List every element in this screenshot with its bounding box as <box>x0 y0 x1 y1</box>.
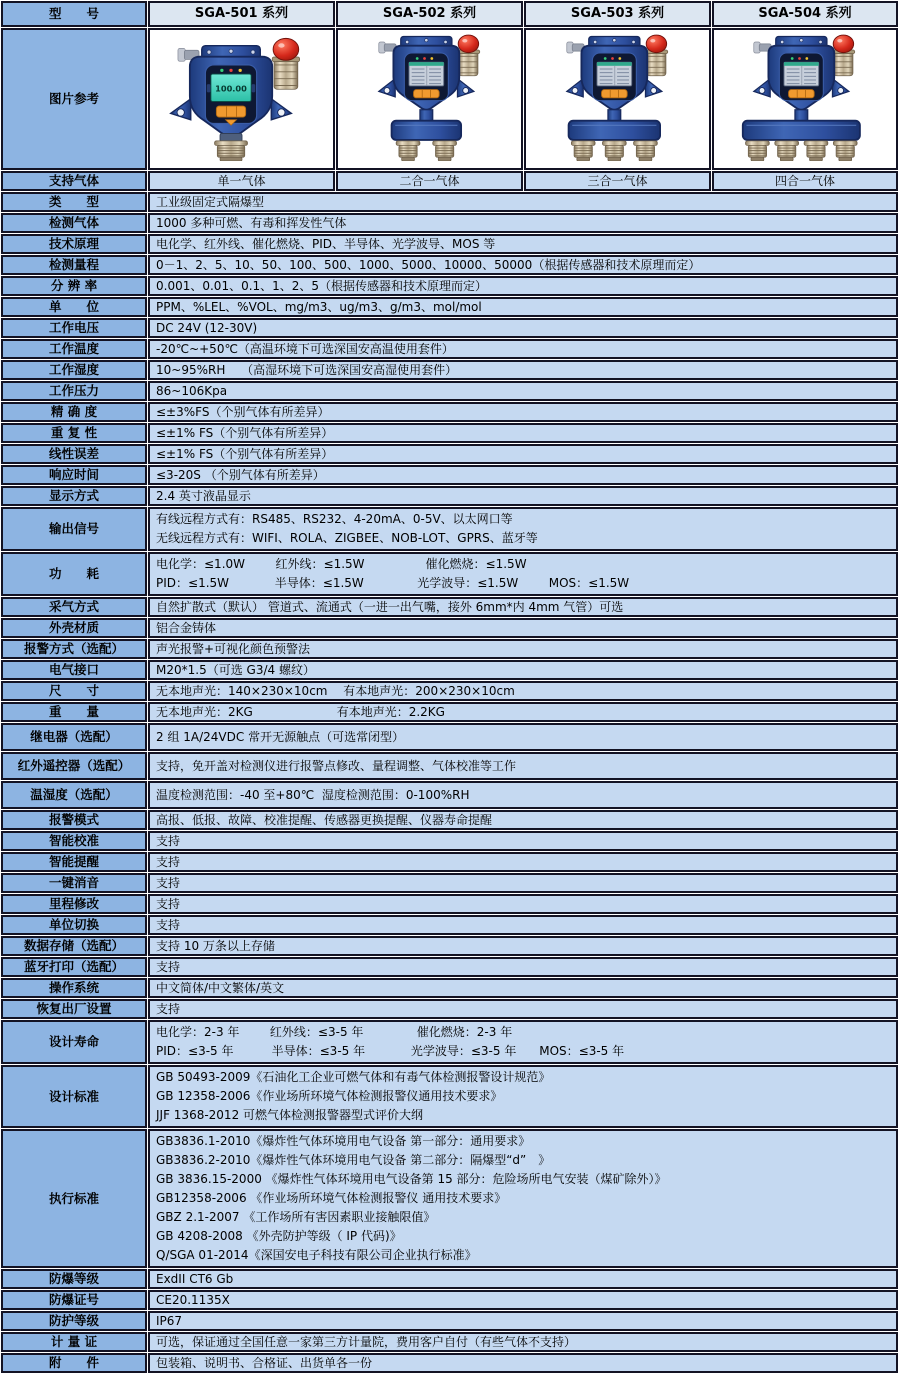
spec-row <box>1 915 898 935</box>
spec-row <box>1 810 898 830</box>
spec-row-value <box>148 276 898 296</box>
device-image-sga503 <box>524 28 711 170</box>
spec-value-line: GB3836.1-2010《爆炸性气体环境用电气设备 第一部分：通用要求》 <box>156 1134 531 1148</box>
spec-value-line: 无本地声光：2KG 有本地声光：2.2KG <box>156 705 445 719</box>
spec-value-line: 支持 <box>156 876 181 890</box>
spec-row-value <box>148 936 898 956</box>
spec-row-value <box>148 1332 898 1352</box>
spec-value-line: 高报、低报、故障、校准提醒、传感器更换提醒、仪器寿命提醒 <box>156 813 493 827</box>
spec-row <box>1 486 898 506</box>
spec-row <box>1 752 898 780</box>
spec-row-value <box>148 465 898 485</box>
spec-row <box>1 423 898 443</box>
svg-text:100.00: 100.00 <box>214 83 247 94</box>
spec-value-line: 2.4 英寸液晶显示 <box>156 489 251 503</box>
spec-value-line: 电化学：2-3 年 红外线：≤3-5 年 催化燃烧：2-3 年 <box>156 1025 513 1039</box>
spec-row-value <box>148 957 898 977</box>
spec-row <box>1 1020 898 1064</box>
spec-row-value <box>148 234 898 254</box>
spec-row-value <box>148 681 898 701</box>
spec-row-value <box>148 894 898 914</box>
spec-row-label: 工作湿度 <box>1 360 147 380</box>
spec-row-label: 数据存储（选配） <box>1 936 147 956</box>
spec-row <box>1 1129 898 1268</box>
spec-rows-section <box>1 192 898 1373</box>
spec-row-label: 防爆等级 <box>1 1269 147 1289</box>
spec-row <box>1 402 898 422</box>
spec-row <box>1 465 898 485</box>
spec-row-label: 红外遥控器（选配） <box>1 752 147 780</box>
spec-value-line: Q/SGA 01-2014《深国安电子科技有限公司企业执行标准》 <box>156 1248 477 1262</box>
spec-row-label: 继电器（选配） <box>1 723 147 751</box>
spec-value-line: ExdII CT6 Gb <box>156 1272 234 1286</box>
model-header-sga504: SGA-504 系列 <box>712 1 898 27</box>
spec-row-label: 蓝牙打印（选配） <box>1 957 147 977</box>
image-row <box>1 28 898 170</box>
spec-row <box>1 894 898 914</box>
spec-value-line: 无本地声光：140×230×10cm 有本地声光：200×230×10cm <box>156 684 515 698</box>
spec-value-line: ≤3-20S （个别气体有所差异） <box>156 468 325 482</box>
model-header-label: 型 号 <box>1 1 147 27</box>
spec-value-line: 可选，保证通过全国任意一家第三方计量院，费用客户自付（有些气体不支持） <box>156 1335 577 1349</box>
model-header-row <box>1 1 898 27</box>
gas-detector-4-sensor-image <box>719 31 891 163</box>
spec-row-value <box>148 639 898 659</box>
gas-detector-3-sensor-image <box>532 31 704 163</box>
spec-row-value <box>148 507 898 551</box>
spec-value-line: 工业级固定式隔爆型 <box>156 195 265 209</box>
spec-value-line: 支持 <box>156 897 181 911</box>
spec-row-label: 功 耗 <box>1 552 147 596</box>
spec-row-value <box>148 486 898 506</box>
device-image-sga502 <box>336 28 523 170</box>
spec-row-value <box>148 660 898 680</box>
gas-detector-2-sensor-image <box>344 31 516 163</box>
spec-row <box>1 957 898 977</box>
spec-row <box>1 852 898 872</box>
spec-row <box>1 360 898 380</box>
spec-row <box>1 1332 898 1352</box>
spec-row-value <box>148 1020 898 1064</box>
supported-gas-sga502: 二合一气体 <box>336 171 523 191</box>
spec-row <box>1 723 898 751</box>
spec-value-line: JJF 1368-2012 可燃气体检测报警器型式评价大纲 <box>156 1108 424 1122</box>
spec-row-value <box>148 873 898 893</box>
spec-row-label: 单 位 <box>1 297 147 317</box>
spec-row <box>1 781 898 809</box>
spec-row-label: 检测气体 <box>1 213 147 233</box>
spec-value-line: GB 4208-2008 《外壳防护等级（ IP 代码)》 <box>156 1229 402 1243</box>
spec-row <box>1 552 898 596</box>
spec-value-line: ≤±1% FS（个别气体有所差异） <box>156 426 334 440</box>
spec-row-value <box>148 255 898 275</box>
spec-row <box>1 234 898 254</box>
spec-row <box>1 999 898 1019</box>
spec-row-value <box>148 810 898 830</box>
spec-row-value <box>148 1065 898 1128</box>
spec-row <box>1 297 898 317</box>
spec-row-label: 设计寿命 <box>1 1020 147 1064</box>
spec-value-line: CE20.1135X <box>156 1293 230 1307</box>
model-header-sga501: SGA-501 系列 <box>148 1 335 27</box>
spec-row-label: 附 件 <box>1 1353 147 1373</box>
spec-row-label: 电气接口 <box>1 660 147 680</box>
spec-row <box>1 639 898 659</box>
supported-gas-row <box>1 171 898 191</box>
spec-row-label: 响应时间 <box>1 465 147 485</box>
spec-row <box>1 1353 898 1373</box>
spec-row-label: 线性误差 <box>1 444 147 464</box>
spec-row <box>1 936 898 956</box>
spec-row-label: 温湿度（选配） <box>1 781 147 809</box>
spec-value-line: 铝合金铸体 <box>156 621 217 635</box>
spec-row-value <box>148 1290 898 1310</box>
spec-row <box>1 444 898 464</box>
spec-value-line: ≤±1% FS（个别气体有所差异） <box>156 447 334 461</box>
supported-gas-sga504: 四合一气体 <box>712 171 898 191</box>
spec-row <box>1 255 898 275</box>
spec-value-line: 支持 <box>156 834 181 848</box>
spec-row-label: 类 型 <box>1 192 147 212</box>
spec-row-label: 设计标准 <box>1 1065 147 1128</box>
spec-value-line: 支持 <box>156 855 181 869</box>
spec-value-line: PPM、%LEL、%VOL、mg/m3、ug/m3、g/m3、mol/mol <box>156 300 482 314</box>
spec-row-label: 尺 寸 <box>1 681 147 701</box>
spec-value-line: 2 组 1A/24VDC 常开无源触点（可选常闭型） <box>156 730 405 744</box>
spec-value-line: PID：≤3-5 年 半导体：≤3-5 年 光学波导：≤3-5 年 MOS：≤3-5 年 <box>156 1044 625 1058</box>
spec-row <box>1 339 898 359</box>
spec-row <box>1 873 898 893</box>
spec-value-line: 无线远程方式有：WIFI、ROLA、ZIGBEE、NOB-LOT、GPRS、蓝牙等 <box>156 531 538 545</box>
spec-row-value <box>148 597 898 617</box>
spec-value-line: 10~95%RH （高湿环境下可选深国安高湿使用套件） <box>156 363 458 377</box>
spec-row-value <box>148 192 898 212</box>
gas-detector-1-sensor-image <box>156 31 328 163</box>
spec-value-line: 有线远程方式有：RS485、RS232、4-20mA、0-5V、以太网口等 <box>156 512 513 526</box>
spec-row-value <box>148 402 898 422</box>
spec-value-line: 支持，免开盖对检测仪进行报警点修改、量程调整、气体校准等工作 <box>156 759 517 773</box>
spec-value-line: DC 24V (12-30V) <box>156 321 258 335</box>
spec-row-value <box>148 444 898 464</box>
model-header-sga502: SGA-502 系列 <box>336 1 523 27</box>
spec-value-line: 支持 <box>156 1002 181 1016</box>
spec-row-label: 分 辨 率 <box>1 276 147 296</box>
supported-gas-sga501: 单一气体 <box>148 171 335 191</box>
spec-row-label: 操作系统 <box>1 978 147 998</box>
spec-value-line: ≤±3%FS（个别气体有所差异） <box>156 405 330 419</box>
spec-row <box>1 702 898 722</box>
spec-value-line: 86~106Kpa <box>156 384 228 398</box>
spec-row-value <box>148 381 898 401</box>
spec-row-value <box>148 1269 898 1289</box>
spec-row-label: 执行标准 <box>1 1129 147 1268</box>
spec-row <box>1 597 898 617</box>
spec-row-label: 检测量程 <box>1 255 147 275</box>
spec-value-line: 1000 多种可燃、有毒和挥发性气体 <box>156 216 347 230</box>
spec-value-line: 声光报警+可视化颜色预警法 <box>156 642 311 656</box>
spec-value-line: GB 3836.15-2000 《爆炸性气体环境用电气设备第 15 部分：危险场所电气安装（煤矿除外）》 <box>156 1172 667 1186</box>
spec-row-value <box>148 999 898 1019</box>
supported-gas-label: 支持气体 <box>1 171 147 191</box>
spec-row <box>1 660 898 680</box>
spec-row-value <box>148 781 898 809</box>
spec-row-value <box>148 618 898 638</box>
spec-row-label: 一键消音 <box>1 873 147 893</box>
spec-row-value <box>148 213 898 233</box>
spec-row <box>1 831 898 851</box>
spec-value-line: 温度检测范围：-40 至+80℃ 湿度检测范围：0-100%RH <box>156 788 470 802</box>
spec-value-line: M20*1.5（可选 G3/4 螺纹） <box>156 663 315 677</box>
spec-value-line: 电化学：≤1.0W 红外线：≤1.5W 催化燃烧：≤1.5W <box>156 557 527 571</box>
spec-row-value <box>148 360 898 380</box>
spec-value-line: 中文简体/中文繁体/英文 <box>156 981 285 995</box>
spec-row <box>1 1269 898 1289</box>
spec-row-label: 重 复 性 <box>1 423 147 443</box>
spec-value-line: 支持 10 万条以上存储 <box>156 939 275 953</box>
device-image-sga504 <box>712 28 898 170</box>
spec-value-line: GB3836.2-2010《爆炸性气体环境用电气设备 第二部分：隔爆型“d” 》 <box>156 1153 551 1167</box>
spec-row-value <box>148 702 898 722</box>
spec-value-line: GB 12358-2006《作业场所环境气体检测报警仪通用技术要求》 <box>156 1089 503 1103</box>
spec-row <box>1 507 898 551</box>
spec-row-label: 报警方式（选配） <box>1 639 147 659</box>
image-row-label: 图片参考 <box>1 28 147 170</box>
spec-row-label: 防爆证号 <box>1 1290 147 1310</box>
spec-row-label: 精 确 度 <box>1 402 147 422</box>
spec-row-label: 采气方式 <box>1 597 147 617</box>
spec-value-line: 自然扩散式（默认） 管道式、流通式（一进一出气嘴，接外 6mm*内 4mm 气管）可选 <box>156 600 624 614</box>
spec-row-label: 工作电压 <box>1 318 147 338</box>
spec-row-value <box>148 318 898 338</box>
supported-gas-sga503: 三合一气体 <box>524 171 711 191</box>
spec-value-line: 0－1、2、5、10、50、100、500、1000、5000、10000、50000（根据传感器和技术原理而定） <box>156 258 701 272</box>
spec-row-label: 显示方式 <box>1 486 147 506</box>
spec-row-value <box>148 1353 898 1373</box>
spec-row-value <box>148 423 898 443</box>
spec-row-value <box>148 723 898 751</box>
model-section <box>1 1 898 191</box>
spec-row <box>1 1311 898 1331</box>
spec-row-label: 外壳材质 <box>1 618 147 638</box>
spec-row <box>1 978 898 998</box>
spec-value-line: 支持 <box>156 960 181 974</box>
spec-row-value <box>148 752 898 780</box>
spec-row <box>1 381 898 401</box>
spec-row-label: 重 量 <box>1 702 147 722</box>
spec-row-value <box>148 978 898 998</box>
spec-value-line: PID：≤1.5W 半导体：≤1.5W 光学波导：≤1.5W MOS：≤1.5W <box>156 576 630 590</box>
spec-row-label: 工作压力 <box>1 381 147 401</box>
spec-row <box>1 192 898 212</box>
spec-row-value <box>148 1311 898 1331</box>
spec-row <box>1 618 898 638</box>
spec-row-value <box>148 852 898 872</box>
spec-row-value <box>148 831 898 851</box>
spec-value-line: GB12358-2006 《作业场所环境气体检测报警仪 通用技术要求》 <box>156 1191 507 1205</box>
spec-row <box>1 213 898 233</box>
spec-value-line: 包装箱、说明书、合格证、出货单各一份 <box>156 1356 373 1370</box>
spec-value-line: GBZ 2.1-2007 《工作场所有害因素职业接触限值》 <box>156 1210 436 1224</box>
spec-row <box>1 276 898 296</box>
spec-value-line: 电化学、红外线、催化燃烧、PID、半导体、光学波导、MOS 等 <box>156 237 496 251</box>
spec-row <box>1 681 898 701</box>
spec-value-line: 0.001、0.01、0.1、1、2、5（根据传感器和技术原理而定） <box>156 279 488 293</box>
spec-row <box>1 1290 898 1310</box>
spec-row-value <box>148 552 898 596</box>
spec-row <box>1 1065 898 1128</box>
spec-row-value <box>148 915 898 935</box>
spec-row-label: 里程修改 <box>1 894 147 914</box>
spec-row-value <box>148 1129 898 1268</box>
spec-row-label: 工作温度 <box>1 339 147 359</box>
model-header-sga503: SGA-503 系列 <box>524 1 711 27</box>
spec-row-value <box>148 297 898 317</box>
spec-row-label: 计 量 证 <box>1 1332 147 1352</box>
device-image-sga501 <box>148 28 335 170</box>
spec-row-label: 智能提醒 <box>1 852 147 872</box>
spec-row-value <box>148 339 898 359</box>
spec-row-label: 输出信号 <box>1 507 147 551</box>
spec-value-line: 支持 <box>156 918 181 932</box>
spec-row <box>1 318 898 338</box>
spec-row-label: 防护等级 <box>1 1311 147 1331</box>
spec-value-line: GB 50493-2009《石油化工企业可燃气体和有毒气体检测报警设计规范》 <box>156 1070 551 1084</box>
spec-row-label: 单位切换 <box>1 915 147 935</box>
spec-row-label: 技术原理 <box>1 234 147 254</box>
spec-value-line: IP67 <box>156 1314 183 1328</box>
spec-row-label: 智能校准 <box>1 831 147 851</box>
spec-value-line: -20℃~+50℃（高温环境下可选深国安高温使用套件） <box>156 342 454 356</box>
spec-row-label: 报警模式 <box>1 810 147 830</box>
spec-row-label: 恢复出厂设置 <box>1 999 147 1019</box>
